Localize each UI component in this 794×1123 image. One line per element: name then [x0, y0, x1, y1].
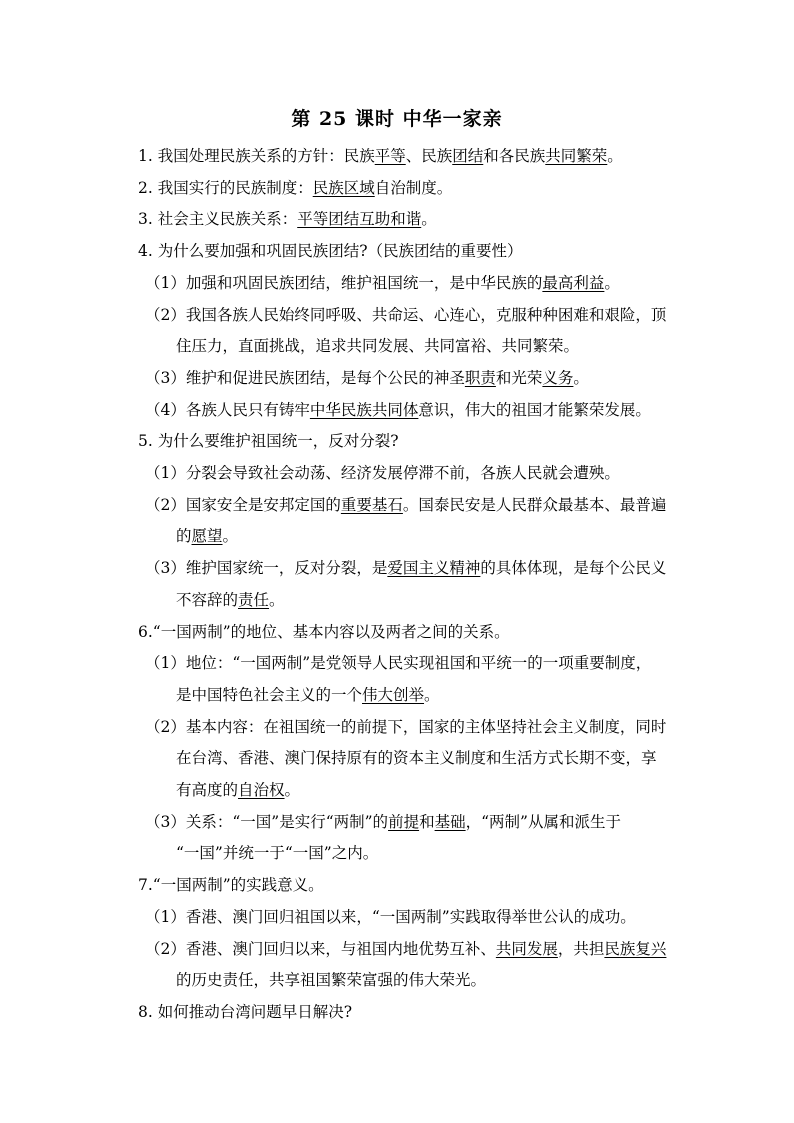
underlined-key-term: 前提	[388, 812, 420, 831]
underlined-key-term: 中华民族共同体	[309, 400, 419, 419]
text-segment: 的具体体现，是每个公民义	[480, 559, 667, 578]
text-segment: 8. 如何推动台湾问题早日解决?	[138, 1002, 353, 1021]
text-segment: 。	[424, 685, 440, 704]
question-line	[138, 209, 437, 229]
text-segment: （2）基本内容：在祖国统一的前提下，国家的主体坚持社会主义制度，同时	[145, 717, 667, 736]
question-line	[138, 241, 523, 261]
text-segment: ，“两制”从属和派生于	[465, 812, 621, 831]
text-segment: 。	[284, 781, 301, 799]
underlined-key-term: 民族复兴	[604, 939, 667, 958]
text-segment: （2）国家安全是安邦定国的	[145, 495, 341, 514]
text-segment: 7.“一国两制”的实践意义。	[138, 876, 324, 895]
answer-point-line	[145, 463, 620, 483]
underlined-key-term: 伟大创举	[362, 685, 425, 704]
text-segment: 意识，伟大的祖国才能繁荣发展。	[418, 400, 651, 419]
text-segment: 2. 我国实行的民族制度：	[138, 178, 313, 197]
text-segment: 、民族	[405, 147, 453, 165]
text-segment: 有高度的	[176, 781, 239, 799]
text-segment: 和各民族	[483, 147, 546, 165]
underlined-key-term: 自治权	[238, 781, 285, 799]
underlined-key-term: 最高利益	[542, 273, 605, 292]
text-segment: 。	[421, 210, 437, 229]
question-line	[138, 431, 399, 451]
text-segment: 。	[607, 147, 623, 165]
answer-point-line	[145, 812, 621, 832]
text-segment: 和	[419, 812, 435, 831]
text-segment: （3）维护国家统一，反对分裂，是	[145, 559, 388, 578]
question-line	[138, 875, 324, 895]
text-segment: 。国泰民安是人民群众最基本、最普遍	[402, 495, 667, 514]
text-segment: 。	[222, 527, 239, 546]
question-line	[138, 622, 510, 642]
underlined-key-term: 平等	[374, 147, 406, 165]
answer-point-line	[145, 368, 589, 388]
underlined-key-term: 愿望	[191, 527, 223, 546]
text-segment: 不容辞的	[176, 590, 239, 609]
underlined-key-term: 共同繁荣	[545, 147, 608, 165]
answer-point-line	[145, 717, 666, 737]
answer-point-line	[145, 907, 636, 927]
underlined-key-term: 义务	[542, 368, 574, 387]
continuation-line	[176, 685, 440, 705]
text-segment: 的历史责任，共享祖国繁荣富强的伟大荣光。	[176, 971, 487, 990]
continuation-line	[176, 590, 285, 610]
text-segment: 。	[269, 590, 285, 609]
text-segment: （3）维护和促进民族团结，是每个公民的神圣	[145, 368, 465, 387]
underlined-key-term: 共同发展	[495, 939, 558, 958]
question-line	[138, 146, 623, 166]
underlined-key-term: 爱国主义精神	[387, 559, 481, 578]
text-segment: （4）各族人民只有铸牢	[145, 400, 310, 419]
text-segment: 4. 为什么要加强和巩固民族团结?（民族团结的重要性）	[138, 242, 523, 261]
underlined-key-term: 重要基石	[340, 495, 403, 514]
continuation-line	[176, 970, 486, 990]
text-segment: 1. 我国处理民族关系的方针：民族	[138, 147, 375, 165]
text-segment: （1）香港、澳门回归祖国以来，“一国两制”实践取得举世公认的成功。	[145, 907, 636, 926]
question-line	[138, 1002, 352, 1022]
page-title: 第 25 课时 中华一家亲	[291, 108, 503, 130]
question-line	[138, 178, 452, 198]
text-segment: 6.“一国两制”的地位、基本内容以及两者之间的关系。	[138, 622, 510, 641]
text-segment: 和光荣	[495, 368, 543, 387]
continuation-line	[176, 336, 579, 356]
text-segment: 5. 为什么要维护祖国统一，反对分裂?	[138, 432, 399, 451]
continuation-line	[176, 526, 238, 546]
text-segment: 自治制度。	[374, 178, 453, 197]
continuation-line	[176, 748, 657, 768]
answer-point-line	[145, 273, 620, 293]
underlined-key-term: 民族区域	[312, 178, 375, 197]
continuation-line	[176, 843, 378, 863]
text-segment: （1）分裂会导致社会动荡、经济发展停滞不前，各族人民就会遭殃。	[145, 464, 620, 482]
text-segment: 。	[573, 368, 589, 387]
text-segment: （1）加强和巩固民族团结，维护祖国统一，是中华民族的	[145, 273, 543, 292]
underlined-key-term: 职责	[464, 368, 496, 387]
text-segment: 。	[604, 273, 620, 292]
answer-point-line	[145, 400, 651, 420]
answer-point-line	[145, 558, 666, 578]
text-segment: 的	[176, 527, 192, 546]
text-segment: （2）我国各族人民始终同呼吸、共命运、心连心，克服种种困难和艰险，顶	[145, 305, 667, 324]
continuation-line	[176, 780, 300, 800]
underlined-key-term: 平等团结互助和谐	[297, 210, 422, 229]
answer-point-line	[145, 495, 666, 515]
text-segment: “一国”并统一于“一国”之内。	[176, 844, 379, 863]
answer-point-line	[145, 939, 666, 959]
text-segment: （3）关系：“一国”是实行“两制”的	[145, 812, 389, 831]
text-segment: ，共担	[557, 939, 605, 958]
underlined-key-term: 责任	[238, 590, 270, 609]
text-segment: （2）香港、澳门回归以来，与祖国内地优势互补、	[145, 939, 496, 958]
answer-point-line	[145, 653, 651, 673]
text-segment: （1）地位：“一国两制”是党领导人民实现祖国和平统一的一项重要制度，	[145, 654, 652, 673]
underlined-key-term: 基础	[434, 812, 466, 831]
text-segment: 3. 社会主义民族关系：	[138, 210, 298, 229]
text-segment: 住压力，直面挑战，追求共同发展、共同富裕、共同繁荣。	[176, 337, 580, 356]
answer-point-line	[145, 305, 666, 325]
underlined-key-term: 团结	[452, 147, 484, 165]
text-segment: 是中国特色社会主义的一个	[176, 685, 363, 704]
text-segment: 在台湾、香港、澳门保持原有的资本主义制度和生活方式长期不变，享	[176, 749, 657, 768]
